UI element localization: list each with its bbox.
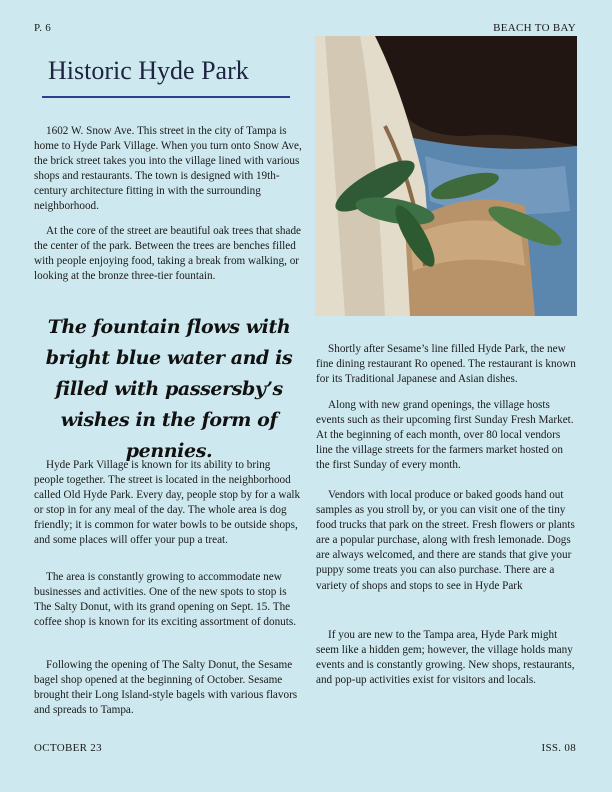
paragraph: Along with new grand openings, the village hosts events such as their upcoming first Sunday Fresh Market. At the beginning of each month, over 80 local vendors line the village streets for the farmers market hosted on the first Sunday of every month. (316, 399, 574, 472)
article-title: Historic Hyde Park (48, 56, 249, 85)
pull-quote: The fountain flows with bright blue water and is filled with passersby’s wishes in the form of pennies. (45, 316, 293, 462)
paragraph: 1602 W. Snow Ave. This street in the city of Tampa is home to Hyde Park Village. When you turn onto Snow Ave, the brick street takes you into the village lined with various shops and restaurants. The town is designed with 19th-century architecture fitting in with the surrounding neighborhood. (34, 125, 302, 213)
paragraph: Following the opening of The Salty Donut, the Sesame bagel shop opened at the beginning of October. Sesame brought their Long Island-style bagels with various flavors and spreads to Tampa. (34, 659, 298, 717)
photo-illustration (315, 36, 577, 316)
paragraph: At the core of the street are beautiful oak trees that shade the center of the park. Between the trees are benches filled with people enjoying food, taking a break from walking, or looking at the bronze three-tier fountain. (34, 225, 302, 283)
paragraph: If you are new to the Tampa area, Hyde Park might seem like a hidden gem; however, the village holds many events and is constantly growing. New shops, restaurants, and pop-up activities exist for visitors and locals. (316, 629, 575, 687)
issue-number: ISS. 08 (541, 742, 576, 754)
publication-name: BEACH TO BAY (493, 22, 576, 34)
page-number: P. 6 (34, 22, 52, 34)
feature-photo (315, 36, 577, 316)
paragraph: Shortly after Sesame’s line filled Hyde Park, the new fine dining restaurant Ro opened. The restaurant is known for its Traditional Japanese and Asian dishes. (316, 343, 576, 386)
paragraph: Hyde Park Village is known for its ability to bring people together. The street is located in the neighborhood called Old Hyde Park. Every day, people stop by for a walk or stop in for any meal of the day. The whole area is dog friendly; it is common for water bowls to be outside shops, and some places will offer your pup a treat. (34, 459, 301, 547)
issue-date: OCTOBER 23 (34, 742, 102, 754)
paragraph: Vendors with local produce or baked goods hand out samples as you stroll by, or you can visit one of the tiny food trucks that park on the street. Fresh flowers or plants are a popular purchase, along with fresh lemonade. Dogs are always welcomed, and there are stands that give your puppy some treats you can also purchase. There are a variety of shops and stops to see in Hyde Park (316, 489, 575, 592)
paragraph: The area is constantly growing to accommodate new businesses and activities. One of the new spots to stop is The Salty Donut, with its grand opening on Sept. 15. The coffee shop is known for its exciting assortment of donuts. (34, 571, 297, 629)
title-underline (42, 96, 290, 98)
